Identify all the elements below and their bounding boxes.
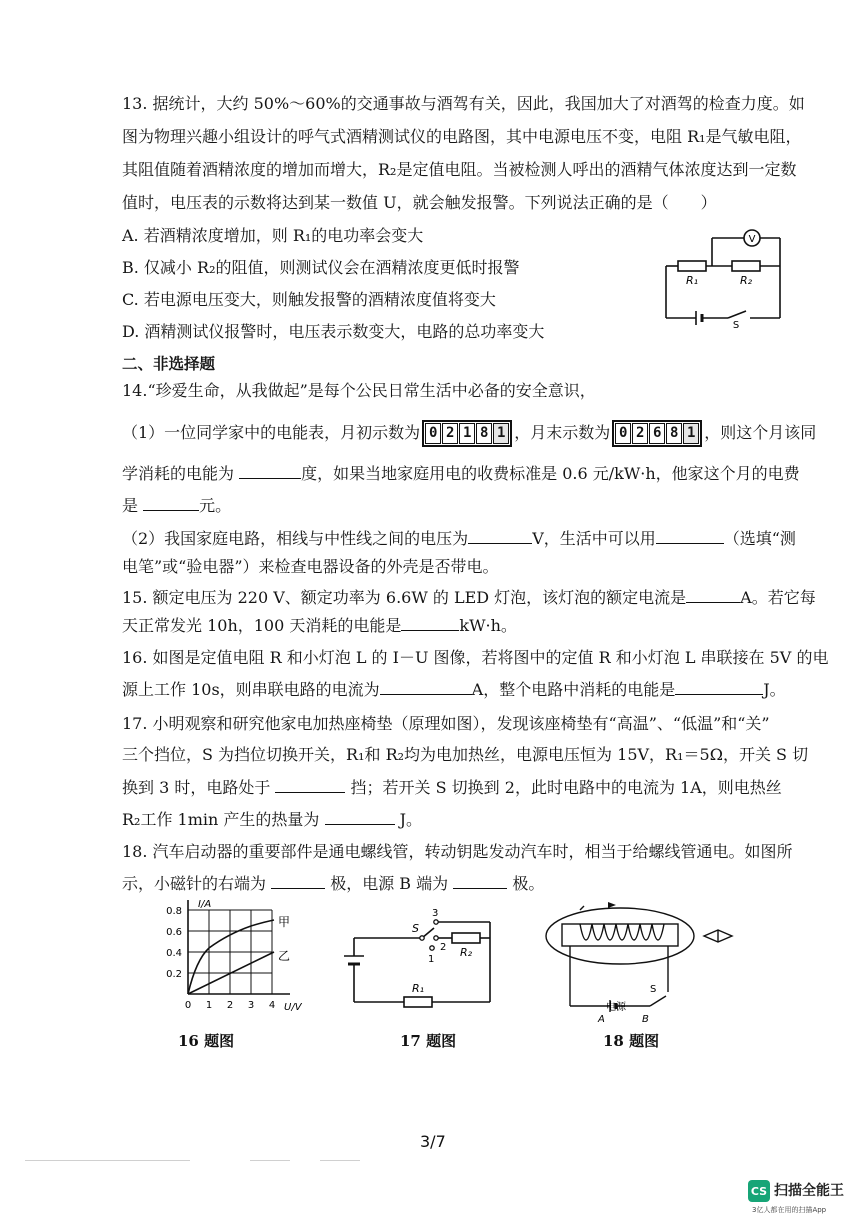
q13-option-b: B. 仅减小 R₂的阻值，则测试仪会在酒精浓度更低时报警 [122,258,520,277]
q13-line1: 13. 据统计，大约 50%～60%的交通事故与酒驾有关，因此，我国加大了对酒驾的检查力度。如 [122,94,805,113]
q15-c: 天正常发光 10h，100 天消耗的电能是 [122,616,402,635]
q18-c: 极，电源 B 端为 [330,874,449,893]
meter-end-reading [612,420,702,447]
section-heading: 二、非选择题 [122,355,216,373]
fig16-xtick: 1 [205,1000,213,1011]
fig16-xtick: 2 [226,1000,234,1011]
q13-option-c: C. 若电源电压变大，则触发报警的酒精浓度值将变大 [122,290,496,309]
q14-part2-b: V，生活中可以用 [532,529,656,548]
answer-blank-setting[interactable] [275,776,345,793]
q13-line3: 其阻值随着酒精浓度的增加而增大，R₂是定值电阻。当被检测人呼出的酒精气体浓度达到一定数 [122,160,797,179]
camscanner-logo-icon: CS [748,1180,770,1202]
answer-blank-needle-pole[interactable] [271,872,325,889]
q13-option-a: A. 若酒精浓度增加，则 R₁的电功率会变大 [122,226,424,245]
answer-blank-energy[interactable] [239,462,301,479]
q14-part2-a: （2）我国家庭电路，相线与中性线之间的电压为 [122,529,469,548]
q16-c: A，整个电路中消耗的电能是 [471,680,676,699]
meter-start-reading [422,420,512,447]
q18-d: 极。 [512,874,545,893]
divider [250,1160,290,1161]
q15-line2 [122,614,517,637]
fig17-circuit-diagram [340,902,500,1012]
fig18-switch-label: S [650,984,657,995]
q14-part2-d: 电笔”或“验电器”）来检查电器设备的外壳是否带电。 [122,557,499,576]
q16-line2 [122,678,786,701]
q17-d: 挡；若开关 S 切换到 2，此时电路中的电流为 1A，则电热丝 [350,778,782,797]
q13-voltmeter-label: V [748,234,756,245]
q16-b: 源上工作 10s，则串联电路的电流为 [122,680,380,699]
fig16-xtick: 0 [184,1000,192,1011]
fig16-ytick: 0.2 [166,969,182,980]
camscanner-name: 扫描全能王 [774,1183,844,1199]
q13-switch-label: S [732,320,740,328]
q17-line2: 三个挡位，S 为挡位切换开关，R₁和 R₂均为电加热丝，电源电压恒为 15V，R₁＝5Ω，开关 S 切 [122,745,809,764]
q14-part2-c: （选填“测 [723,529,796,548]
answer-blank-energy-j[interactable] [675,678,763,695]
meter-start-digit: 1 [459,423,475,444]
q13-circuit-diagram [660,228,790,328]
answer-blank-heat[interactable] [325,808,395,825]
q17-line3 [122,776,782,799]
q16-line1: 16. 如图是定值电阻 R 和小灯泡 L 的 I－U 图像，若将图中的定值 R 和小灯泡 L 串联接在 5V 的电 [122,648,829,667]
fig18-solenoid-diagram [540,898,740,1023]
divider [25,1160,190,1161]
fig17-position-1: 1 [428,954,435,965]
fig18-terminal-b: B [642,1014,649,1023]
q14-part1-a: （1）一位同学家中的电能表，月初示数为 [122,423,421,442]
meter-start-decimal-digit: 1 [493,423,509,444]
q14-part1-b: ，月末示数为 [514,423,611,442]
q14-part1-c: ，则这个月该同 [704,423,817,442]
q15-line1 [122,586,816,609]
q15-a: 15. 额定电压为 220 V、额定功率为 6.6W 的 LED 灯泡，该灯泡的额定电流是 [122,588,687,607]
q14-part1-g: 元。 [199,496,232,515]
q13-r1-label: R₁ [685,274,699,287]
fig16-ytick: 0.6 [166,927,182,938]
fig17-switch-label: S [412,922,419,935]
q13-line2: 图为物理兴趣小组设计的呼气式酒精测试仪的电路图，其中电源电压不变，电阻 R₁是气敏电阻， [122,127,802,146]
q14-part1-line1 [122,420,816,447]
q17-c: 换到 3 时，电路处于 [122,778,271,797]
q13-option-d: D. 酒精测试仪报警时，电压表示数变大，电路的总功率变大 [122,322,545,341]
q14-part1-e: 度，如果当地家庭用电的收费标准是 0.6 元/kW·h，他家这个月的电费 [301,464,800,483]
fig16-label-yi: 乙 [278,949,291,963]
fig16-ylabel: I/A [198,899,212,910]
answer-blank-kwh[interactable] [401,614,459,631]
fig16-iu-graph [150,898,325,1023]
meter-end-digit: 6 [649,423,665,444]
fig18-caption: 18 题图 [603,1032,660,1050]
q17-line4 [122,808,422,831]
answer-blank-source-pole[interactable] [453,872,507,889]
q14-intro: 14.“珍爱生命，从我做起”是每个公民日常生活中必备的安全意识， [122,381,596,400]
q14-part1-f: 是 [122,496,139,515]
q18-b: 示，小磁针的右端为 [122,874,267,893]
fig16-ytick: 0.8 [166,906,182,917]
camscanner-tagline: 3亿人都在用的扫描App [752,1206,827,1214]
q14-part1-line3 [122,494,231,517]
fig18-terminal-a: A [598,1014,605,1023]
meter-end-decimal-digit: 1 [683,423,699,444]
answer-blank-current[interactable] [686,586,740,603]
fig17-position-2: 2 [440,942,447,953]
meter-end-digit: 2 [632,423,648,444]
meter-start-digit: 2 [442,423,458,444]
q17-e: R₂工作 1min 产生的热量为 [122,810,320,829]
fig17-caption: 17 题图 [400,1032,457,1050]
q13-r2-label: R₂ [739,274,753,287]
q13-line4: 值时，电压表的示数将达到某一数值 U，就会触发报警。下列说法正确的是（ ） [122,193,717,212]
q15-b: A。若它每 [740,588,816,607]
q16-d: J。 [763,680,786,699]
answer-blank-voltage[interactable] [468,527,532,544]
fig17-position-3: 3 [432,908,439,919]
fig16-ytick: 0.4 [166,948,182,959]
page-number: 3/7 [420,1132,446,1151]
q14-part1-line2 [122,462,800,485]
q17-f: J。 [399,810,423,829]
fig17-r1-label: R₁ [412,982,425,995]
meter-end-digit: 0 [615,423,631,444]
fig17-r2-label: R₂ [460,946,473,959]
q14-part2-line1 [122,527,796,550]
fig16-caption: 16 题图 [178,1032,235,1050]
q15-d: kW·h。 [459,616,517,635]
fig16-label-jia: 甲 [278,915,291,929]
fig16-xtick: 3 [247,1000,255,1011]
q17-line1: 17. 小明观察和研究他家电加热座椅垫（原理如图），发现该座椅垫有“高温”、“低温”和“关” [122,714,770,733]
answer-blank-fee[interactable] [143,494,199,511]
meter-end-digit: 8 [666,423,682,444]
meter-start-digit: 8 [476,423,492,444]
divider [320,1160,360,1161]
fig16-xtick: 4 [268,1000,276,1011]
q18-line2 [122,872,544,895]
q14-part1-d: 学消耗的电能为 [122,464,235,483]
meter-start-digit: 0 [425,423,441,444]
fig18-source-label: 电源 [606,1002,626,1013]
q18-line1: 18. 汽车启动器的重要部件是通电螺线管，转动钥匙发动汽车时，相当于给螺线管通电。如图所 [122,842,793,861]
answer-blank-series-current[interactable] [380,678,472,695]
fig16-xlabel: U/V [284,1002,302,1013]
answer-blank-tool[interactable] [656,527,724,544]
